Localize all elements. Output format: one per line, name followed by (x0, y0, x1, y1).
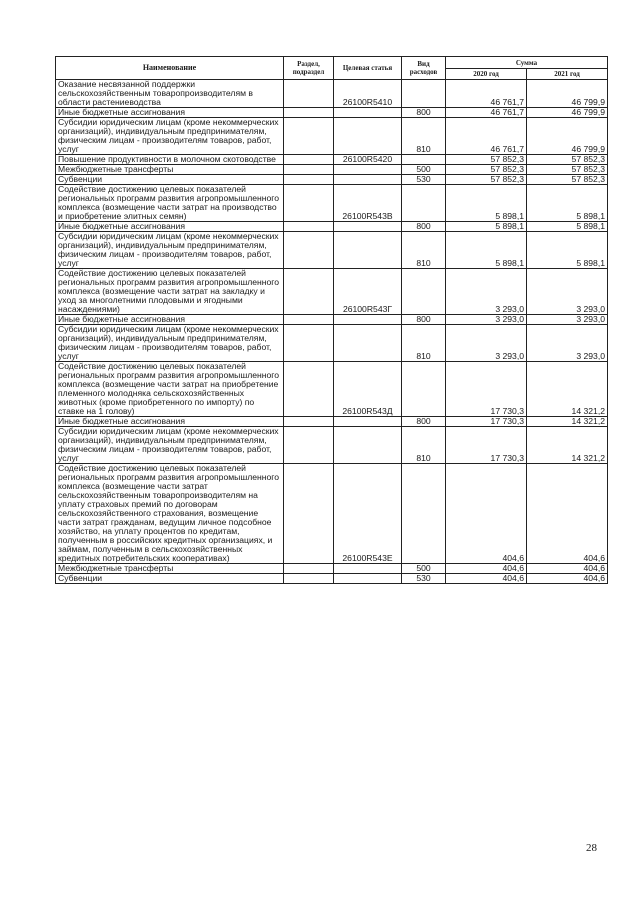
row-expense-type: 500 (402, 564, 446, 574)
table-row (56, 574, 608, 584)
table-row (56, 80, 608, 108)
row-name: Субвенции (56, 175, 284, 185)
row-name: Содействие достижению целевых показателей региональных программ развития агропромышленного комплекса (возмещение части затрат на производство и приобретение элитных семян) (56, 185, 284, 222)
table-row (56, 325, 608, 362)
table-row (56, 118, 608, 155)
row-section (284, 315, 334, 325)
header-name: Наименование (56, 57, 284, 80)
row-sum-2020: 404,6 (446, 564, 527, 574)
table-row (56, 165, 608, 175)
header-section: Раздел, подраздел (284, 57, 334, 80)
header-year-2020: 2020 год (446, 69, 527, 80)
row-target-code (334, 108, 402, 118)
row-target-code: 26100R543В (334, 185, 402, 222)
row-sum-2020: 3 293,0 (446, 315, 527, 325)
row-section (284, 269, 334, 315)
table-row (56, 427, 608, 464)
row-sum-2020: 3 293,0 (446, 325, 527, 362)
row-expense-type: 800 (402, 222, 446, 232)
budget-table (55, 56, 608, 584)
row-sum-2020: 17 730,3 (446, 427, 527, 464)
row-section (284, 185, 334, 222)
row-target-code: 26100R5420 (334, 155, 402, 165)
row-sum-2021: 57 852,3 (527, 175, 608, 185)
row-sum-2021: 46 799,9 (527, 80, 608, 108)
row-expense-type (402, 362, 446, 417)
table-row (56, 269, 608, 315)
row-expense-type: 810 (402, 232, 446, 269)
row-expense-type: 810 (402, 325, 446, 362)
row-name: Иные бюджетные ассигнования (56, 417, 284, 427)
header-target: Целевая статья (334, 57, 402, 80)
row-sum-2021: 57 852,3 (527, 155, 608, 165)
row-section (284, 118, 334, 155)
row-section (284, 325, 334, 362)
row-name: Содействие достижению целевых показателей региональных программ развития агропромышленного комплекса (возмещение части затрат сельскохозяйственным товаропроизводителям на уплату страховых премий по договорам сельскохозяйственного страхования, возмещение части затрат гражданам, ведущим личное подсобное хозяйство, на уплату процентов по кредитам, полученным в российских кредитных организациях, и займам, полученным в сельскохозяйственных кредитных потребительских кооперативах) (56, 464, 284, 564)
row-sum-2020: 3 293,0 (446, 269, 527, 315)
row-section (284, 108, 334, 118)
row-sum-2020: 46 761,7 (446, 108, 527, 118)
row-target-code (334, 315, 402, 325)
row-sum-2020: 57 852,3 (446, 155, 527, 165)
row-name: Содействие достижению целевых показателей региональных программ развития агропромышленного комплекса (возмещение части затрат на закладку и уход за многолетними плодовыми и ягодными насаждениями) (56, 269, 284, 315)
row-target-code: 26100R543Е (334, 464, 402, 564)
row-target-code: 26100R543Г (334, 269, 402, 315)
row-expense-type: 810 (402, 118, 446, 155)
row-name: Иные бюджетные ассигнования (56, 315, 284, 325)
table-row (56, 417, 608, 427)
row-expense-type (402, 269, 446, 315)
row-target-code (334, 574, 402, 584)
row-target-code (334, 417, 402, 427)
row-sum-2020: 404,6 (446, 574, 527, 584)
row-expense-type: 800 (402, 417, 446, 427)
table-row (56, 222, 608, 232)
table-row (56, 564, 608, 574)
row-section (284, 175, 334, 185)
row-target-code (334, 222, 402, 232)
row-sum-2020: 57 852,3 (446, 165, 527, 175)
row-section (284, 80, 334, 108)
row-sum-2020: 46 761,7 (446, 80, 527, 108)
row-section (284, 427, 334, 464)
row-expense-type: 530 (402, 574, 446, 584)
table-row (56, 464, 608, 564)
row-sum-2020: 5 898,1 (446, 222, 527, 232)
row-sum-2021: 46 799,9 (527, 118, 608, 155)
row-name: Субсидии юридическим лицам (кроме некоммерческих организаций), индивидуальным предпринимателям, физическим лицам - производителям товаров, работ, услуг (56, 325, 284, 362)
row-name: Повышение продуктивности в молочном скотоводстве (56, 155, 284, 165)
row-name: Субсидии юридическим лицам (кроме некоммерческих организаций), индивидуальным предпринимателям, физическим лицам - производителям товаров, работ, услуг (56, 427, 284, 464)
table-row (56, 185, 608, 222)
row-name: Иные бюджетные ассигнования (56, 108, 284, 118)
row-target-code (334, 564, 402, 574)
row-expense-type (402, 464, 446, 564)
row-target-code: 26100R5410 (334, 80, 402, 108)
row-expense-type: 530 (402, 175, 446, 185)
table-row (56, 175, 608, 185)
row-section (284, 417, 334, 427)
row-target-code (334, 165, 402, 175)
row-name: Межбюджетные трансферты (56, 165, 284, 175)
row-section (284, 574, 334, 584)
row-sum-2020: 17 730,3 (446, 417, 527, 427)
row-expense-type: 500 (402, 165, 446, 175)
row-expense-type (402, 80, 446, 108)
row-sum-2020: 5 898,1 (446, 232, 527, 269)
table-row (56, 155, 608, 165)
row-sum-2021: 3 293,0 (527, 269, 608, 315)
row-sum-2021: 3 293,0 (527, 325, 608, 362)
row-section (284, 155, 334, 165)
row-sum-2020: 46 761,7 (446, 118, 527, 155)
row-sum-2020: 17 730,3 (446, 362, 527, 417)
row-name: Субсидии юридическим лицам (кроме некоммерческих организаций), индивидуальным предпринимателям, физическим лицам - производителям товаров, работ, услуг (56, 232, 284, 269)
row-name: Иные бюджетные ассигнования (56, 222, 284, 232)
row-expense-type (402, 155, 446, 165)
row-sum-2021: 404,6 (527, 464, 608, 564)
row-section (284, 165, 334, 175)
row-expense-type: 810 (402, 427, 446, 464)
row-sum-2021: 14 321,2 (527, 417, 608, 427)
row-expense-type: 800 (402, 315, 446, 325)
row-name: Субвенции (56, 574, 284, 584)
table-row (56, 232, 608, 269)
row-sum-2021: 404,6 (527, 564, 608, 574)
page-number: 28 (586, 842, 597, 854)
row-name: Субсидии юридическим лицам (кроме некоммерческих организаций), индивидуальным предпринимателям, физическим лицам - производителям товаров, работ, услуг (56, 118, 284, 155)
row-sum-2021: 14 321,2 (527, 427, 608, 464)
table-row (56, 315, 608, 325)
header-type: Вид расходов (402, 57, 446, 80)
row-section (284, 232, 334, 269)
row-section (284, 222, 334, 232)
row-expense-type: 800 (402, 108, 446, 118)
row-sum-2021: 5 898,1 (527, 232, 608, 269)
table-row (56, 108, 608, 118)
row-sum-2021: 5 898,1 (527, 185, 608, 222)
row-name: Содействие достижению целевых показателей региональных программ развития агропромышленного комплекса (возмещение части затрат на приобретение племенного молодняка сельскохозяйственных животных (кроме приобретенного по импорту) по ставке на 1 голову) (56, 362, 284, 417)
row-target-code (334, 118, 402, 155)
row-section (284, 564, 334, 574)
row-sum-2021: 46 799,9 (527, 108, 608, 118)
row-target-code (334, 175, 402, 185)
row-name: Межбюджетные трансферты (56, 564, 284, 574)
row-sum-2021: 57 852,3 (527, 165, 608, 175)
row-section (284, 362, 334, 417)
row-section (284, 464, 334, 564)
row-sum-2020: 57 852,3 (446, 175, 527, 185)
row-expense-type (402, 185, 446, 222)
header-year-2021: 2021 год (527, 69, 608, 80)
table-row (56, 362, 608, 417)
header-sum: Сумма (446, 57, 608, 69)
row-target-code (334, 325, 402, 362)
row-sum-2020: 5 898,1 (446, 185, 527, 222)
row-sum-2020: 404,6 (446, 464, 527, 564)
row-name: Оказание несвязанной поддержки сельскохозяйственным товаропроизводителям в области растениеводства (56, 80, 284, 108)
row-target-code (334, 232, 402, 269)
row-target-code: 26100R543Д (334, 362, 402, 417)
row-sum-2021: 5 898,1 (527, 222, 608, 232)
row-sum-2021: 14 321,2 (527, 362, 608, 417)
row-sum-2021: 404,6 (527, 574, 608, 584)
row-sum-2021: 3 293,0 (527, 315, 608, 325)
row-target-code (334, 427, 402, 464)
